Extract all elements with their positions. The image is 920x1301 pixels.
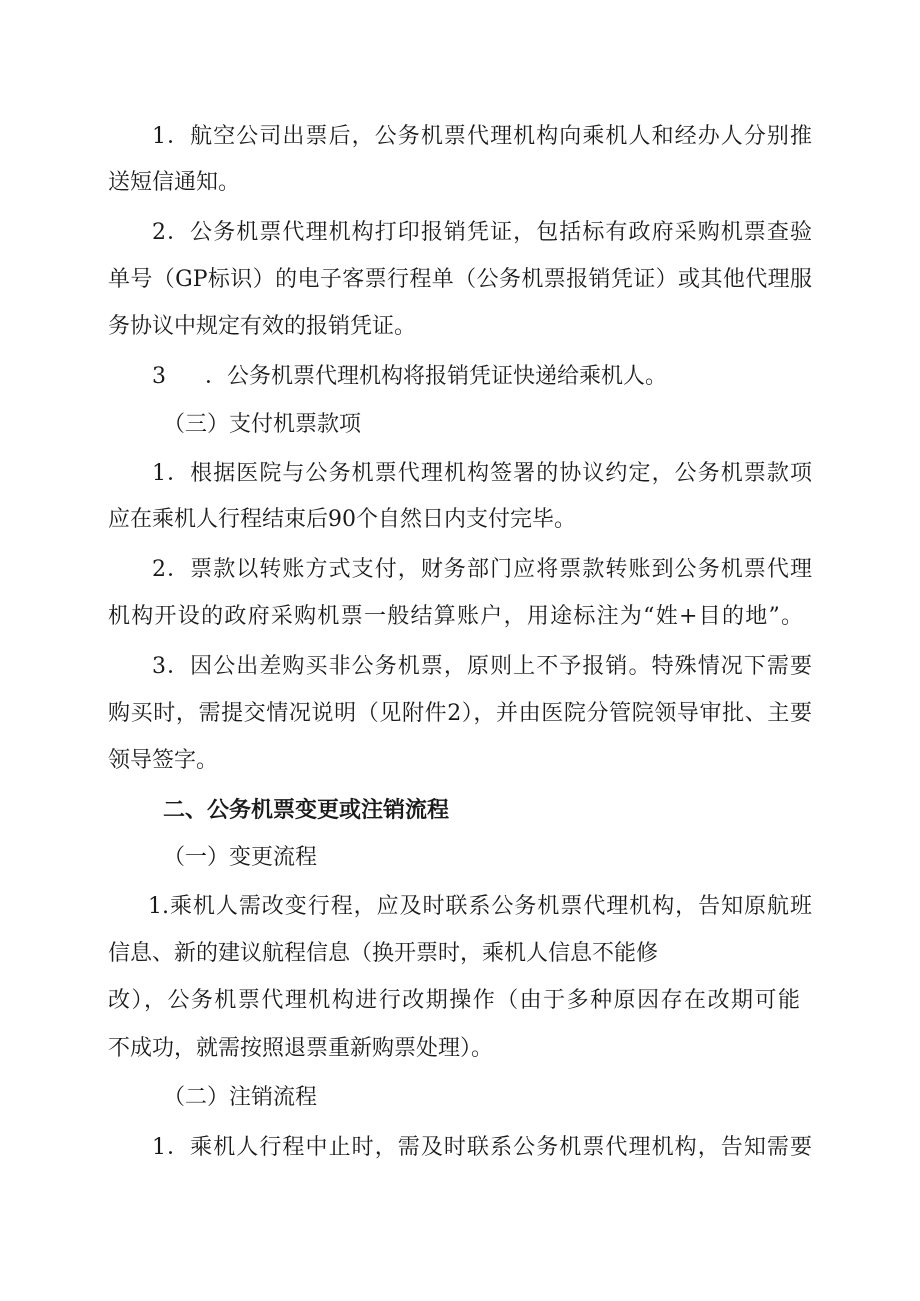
subsection-title: （三）支付机票款项 [163, 412, 362, 437]
paragraph-line [152, 362, 667, 392]
paragraph-line: 领导签字。 [108, 748, 219, 773]
paragraph-line: 购买时，需提交情况说明（见附件2），并由医院分管院领导审批、主要 [108, 701, 812, 726]
paragraph-line: 1．根据医院与公务机票代理机构签署的协议约定，公务机票款项 [152, 461, 812, 486]
paragraph-line: 单号（GP标识）的电子客票行程单（公务机票报销凭证）或其他代理服 [108, 267, 812, 292]
paragraph-line: 3．因公出差购买非公务机票，原则上不予报销。特殊情况下需要 [152, 654, 812, 679]
paragraph-line: 1.乘机人需改变行程，应及时联系公务机票代理机构，告知原航班 [148, 894, 812, 919]
paragraph-line: 改），公务机票代理机构进行改期操作（由于多种原因存在改期可能 [108, 988, 800, 1013]
paragraph-line: 送短信通知。 [108, 170, 241, 195]
subsection-title: （二）注销流程 [163, 1085, 318, 1110]
paragraph-line: 1．乘机人行程中止时，需及时联系公务机票代理机构，告知需要 [152, 1135, 812, 1160]
paragraph-line: 信息、新的建议航程信息（换开票时，乘机人信息不能修 [108, 941, 659, 966]
paragraph-line: 机构开设的政府采购机票一般结算账户，用途标注为“姓+目的地”。 [108, 604, 803, 629]
paragraph-line: 2．公务机票代理机构打印报销凭证，包括标有政府采购机票查验 [152, 220, 812, 245]
list-item-text: ．公务机票代理机构将报销凭证快递给乘机人。 [205, 364, 668, 389]
paragraph-line: 1．航空公司出票后，公务机票代理机构向乘机人和经办人分别推 [152, 124, 812, 149]
subsection-title: （一）变更流程 [163, 845, 318, 870]
paragraph-line: 2．票款以转账方式支付，财务部门应将票款转账到公务机票代理 [152, 557, 812, 582]
section-heading: 二、公务机票变更或注销流程 [163, 797, 450, 823]
paragraph-line: 不成功，就需按照退票重新购票处理）。 [108, 1036, 494, 1061]
list-number: 3 [152, 364, 166, 389]
paragraph-line: 应在乘机人行程结束后90个自然日内支付完毕。 [108, 507, 576, 532]
paragraph-line: 务协议中规定有效的报销凭证。 [108, 314, 417, 339]
